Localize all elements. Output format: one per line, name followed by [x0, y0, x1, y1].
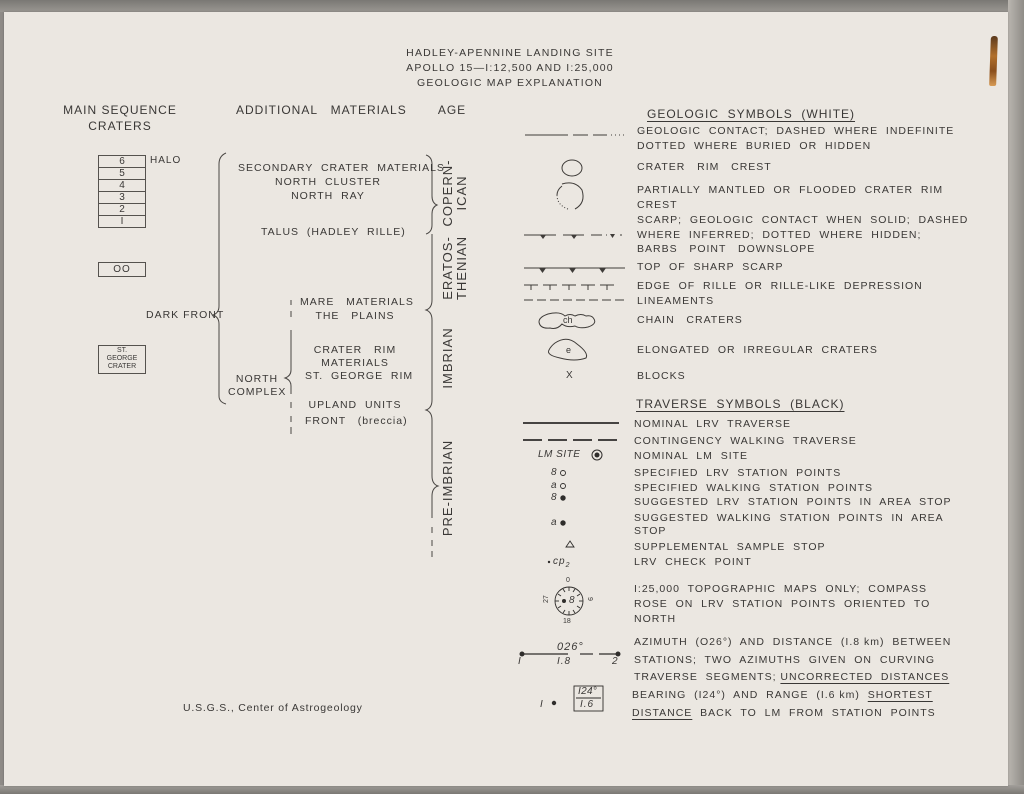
- sequence-cell: 6: [99, 156, 145, 168]
- geo-item-rille: EDGE OF RILLE OR RILLE-LIKE DEPRESSION: [637, 280, 923, 292]
- trav-item-walking-station: SPECIFIED WALKING STATION POINTS: [634, 482, 873, 494]
- open-circle-icon: [561, 484, 566, 489]
- text-line: AZIMUTH (O26°) AND DISTANCE (I.8 km) BETWEEN: [634, 636, 952, 648]
- text-line: BARBS POINT DOWNSLOPE: [637, 243, 816, 255]
- geo-item-chain: CHAIN CRATERS: [637, 314, 743, 326]
- text-line: NORTH CLUSTER: [275, 176, 381, 188]
- text-line: MARE MATERIALS: [300, 296, 414, 308]
- text-line: PARTIALLY MANTLED OR FLOODED CRATER RIM: [637, 184, 944, 196]
- header-line: CRATERS: [88, 119, 152, 133]
- trav-item-supplemental: SUPPLEMENTAL SAMPLE STOP: [634, 541, 826, 553]
- text-line: TRAVERSE SEGMENTS;: [634, 671, 777, 683]
- cp-subscript: 2: [565, 562, 571, 569]
- trav-item-contingency: CONTINGENCY WALKING TRAVERSE: [634, 435, 857, 447]
- trav-item-bearing: [632, 686, 936, 722]
- chain-craters-glyph: ch: [563, 315, 573, 325]
- filled-circle-icon: [560, 520, 565, 525]
- text-line: UPLAND UNITS: [308, 399, 402, 411]
- compass-center-station: 8: [569, 595, 576, 606]
- title-line-1: HADLEY-APENNINE LANDING SITE: [406, 47, 614, 59]
- header-line: MAIN SEQUENCE: [63, 103, 177, 117]
- uncorrected-distances: UNCORRECTED DISTANCES: [780, 671, 950, 683]
- check-point-glyph: [553, 557, 570, 569]
- bearing-value: I24°: [578, 686, 598, 697]
- sequence-cell: I: [120, 216, 124, 227]
- text-line: DOTTED WHERE BURIED OR HIDDEN: [637, 140, 872, 152]
- azimuth-to-station: 2: [612, 656, 619, 667]
- triangle-icon: [566, 541, 574, 547]
- age-line: PRE-IMBRIAN: [440, 439, 455, 537]
- distance-text: DISTANCE: [632, 707, 693, 719]
- age-line: ERATOS-: [440, 236, 455, 300]
- geo-item-lineaments: LINEAMENTS: [637, 295, 715, 307]
- text-line: COMPLEX: [228, 386, 287, 398]
- bearing-station: I: [540, 699, 544, 710]
- trav-item-suggested-walking: [634, 512, 944, 538]
- text-line: THE PLAINS: [315, 310, 395, 322]
- text-line: SECONDARY CRATER MATERIALS: [238, 162, 445, 174]
- sequence-cell: 2: [99, 204, 145, 216]
- box-line: ST.: [116, 347, 128, 354]
- azimuth-distance: I.8: [557, 656, 572, 667]
- box-line: GEORGE: [106, 355, 138, 362]
- text-line: I:25,000 TOPOGRAPHIC MAPS ONLY; COMPASS: [634, 583, 928, 595]
- halo-label: HALO: [150, 155, 182, 166]
- text-line: STATIONS; TWO AZIMUTHS GIVEN ON CURVING: [634, 653, 936, 666]
- title-line-3: GEOLOGIC MAP EXPLANATION: [417, 77, 603, 89]
- text-line: ST. GEORGE RIM: [305, 370, 414, 382]
- age-line: COPERN-: [440, 159, 455, 227]
- bearing-range: I.6: [580, 699, 595, 710]
- trav-item-check-point: LRV CHECK POINT: [634, 556, 752, 568]
- text-line: CREST: [637, 199, 678, 211]
- text-line: GEOLOGIC CONTACT; DASHED WHERE INDEFINITE: [637, 125, 955, 137]
- dark-front-label: DARK FRONT: [146, 309, 225, 321]
- additional-materials-header: ADDITIONAL MATERIALS: [236, 103, 407, 117]
- geo-item-elongated: ELONGATED OR IRREGULAR CRATERS: [637, 344, 878, 356]
- text-line: STOP: [634, 525, 667, 537]
- block-glyph: X: [566, 370, 574, 381]
- lm-site-glyph: LM SITE: [538, 449, 581, 460]
- text-line: ROSE ON LRV STATION POINTS ORIENTED TO: [634, 598, 931, 610]
- trav-item-nominal-lrv: NOMINAL LRV TRAVERSE: [634, 418, 791, 430]
- suggested-lrv-glyph: 8: [551, 492, 558, 503]
- lrv-station-glyph: 8: [551, 467, 558, 478]
- cp-text: cp: [553, 556, 566, 567]
- geo-item-blocks: BLOCKS: [637, 370, 686, 382]
- elongated-crater-glyph: e: [566, 345, 573, 355]
- trav-item-suggested-lrv: SUGGESTED LRV STATION POINTS IN AREA STOP: [634, 496, 952, 508]
- sequence-cell: 4: [99, 180, 145, 192]
- geo-item-crater-rim: CRATER RIM CREST: [637, 161, 772, 173]
- text-line: SUGGESTED WALKING STATION POINTS IN AREA: [634, 512, 944, 524]
- box-line: CRATER: [107, 363, 137, 370]
- trav-item-lm-site: NOMINAL LM SITE: [634, 450, 749, 462]
- text-line: NORTH: [634, 613, 677, 625]
- title-line-2: APOLLO 15—I:12,500 AND I:25,000: [406, 62, 614, 74]
- sequence-cell: 3: [99, 192, 145, 204]
- text-line: WHERE INFERRED; DOTTED WHERE HIDDEN;: [637, 228, 922, 241]
- usgs-credit: U.S.G.S., Center of Astrogeology: [183, 702, 363, 714]
- azimuth-from-station: I: [518, 656, 522, 667]
- geologic-symbols-header: GEOLOGIC SYMBOLS (WHITE): [647, 107, 856, 121]
- text-line: FRONT (breccia): [305, 415, 408, 427]
- filled-circle-icon: [560, 495, 565, 500]
- text-line: SCARP; GEOLOGIC CONTACT WHEN SOLID; DASHED: [637, 214, 969, 226]
- open-circle-icon: [561, 471, 566, 476]
- text-line: CRATER RIM: [313, 344, 397, 356]
- text-line: NORTH RAY: [291, 190, 365, 202]
- age-line: IMBRIAN: [440, 327, 455, 389]
- sequence-cell: 5: [99, 168, 145, 180]
- azimuth-value: 026°: [557, 641, 584, 653]
- compass-west: 27: [543, 595, 550, 603]
- text-line: MATERIALS: [321, 357, 389, 369]
- trav-item-lrv-station: SPECIFIED LRV STATION POINTS: [634, 467, 842, 479]
- text-line: BEARING (I24°) AND RANGE (I.6 km): [632, 689, 860, 701]
- trav-item-azimuth: [634, 634, 951, 687]
- age-line: THENIAN: [454, 235, 469, 301]
- walking-station-glyph: a: [551, 480, 558, 491]
- compass-north: 0: [566, 577, 570, 584]
- age-header: AGE: [437, 103, 467, 117]
- trav-item-compass-rose: [634, 582, 930, 627]
- geo-item-sharp-scarp: TOP OF SHARP SCARP: [637, 261, 784, 273]
- text-line: BACK TO LM FROM STATION POINTS: [700, 707, 936, 719]
- talus-label: TALUS (HADLEY RILLE): [261, 226, 406, 238]
- text-line: NORTH: [235, 373, 279, 385]
- age-line: ICAN: [454, 175, 469, 211]
- compass-south: 18: [563, 618, 571, 625]
- shortest-text: SHORTEST: [867, 689, 933, 701]
- compass-east: 9: [586, 597, 593, 601]
- suggested-walking-glyph: a: [551, 517, 558, 528]
- traverse-symbols-header: TRAVERSE SYMBOLS (BLACK): [636, 397, 845, 411]
- box-00: OO: [98, 262, 146, 277]
